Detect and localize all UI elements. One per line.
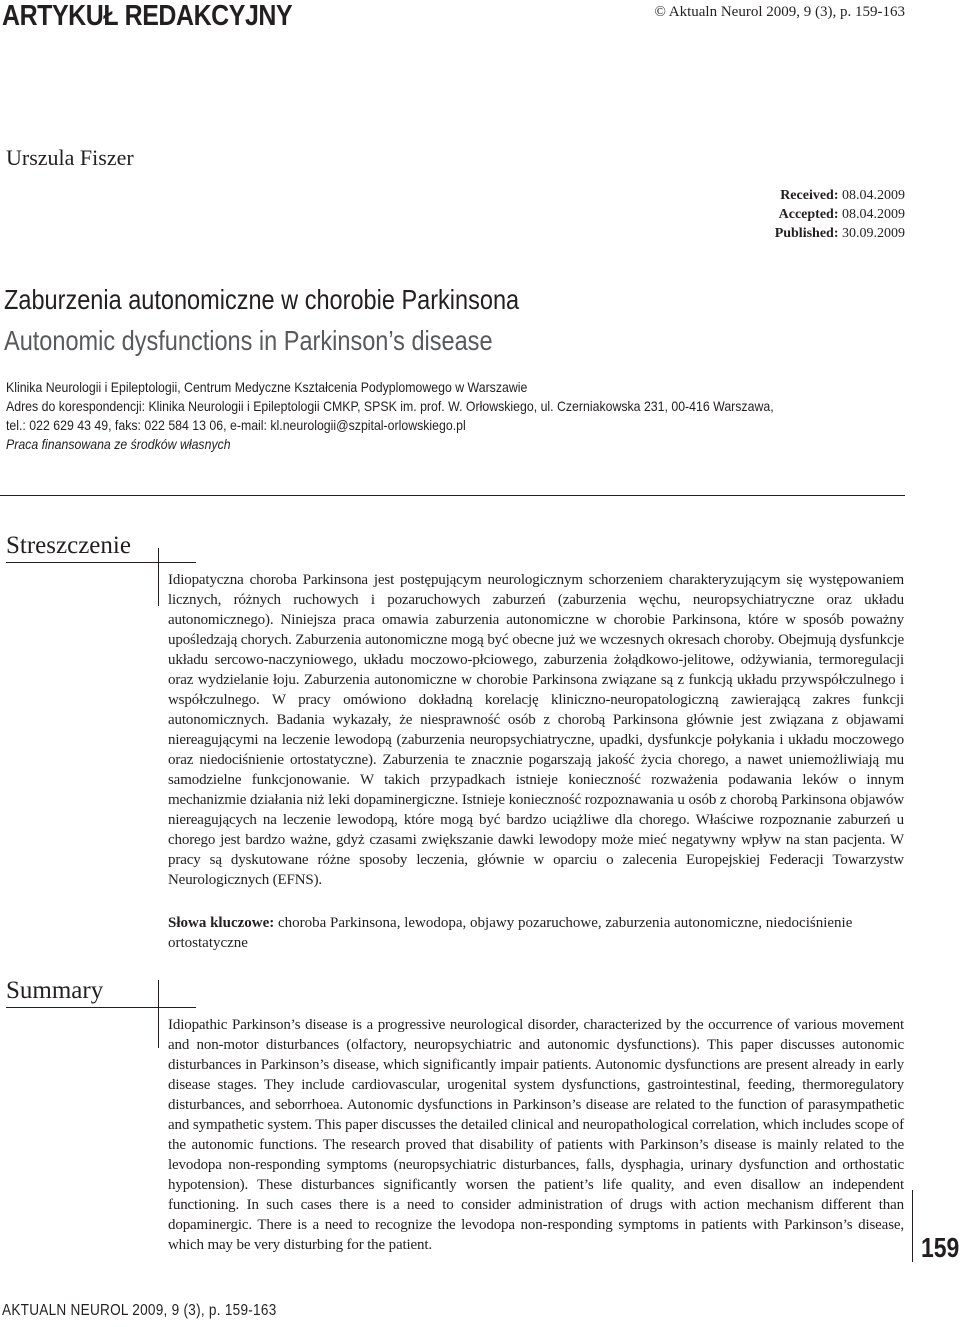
summary-heading-rule — [6, 1007, 196, 1008]
streszczenie-heading: Streszczenie — [6, 532, 131, 559]
title-english: Autonomic dysfunctions in Parkinson’s disease — [4, 325, 493, 356]
journal-citation: © Aktualn Neurol 2009, 9 (3), p. 159-163 — [654, 4, 905, 20]
summary-heading: Summary — [6, 977, 104, 1004]
keywords-list: choroba Parkinsona, lewodopa, objawy pozaruchowe, zaburzenia autonomiczne, niedociśnienie ortostatyczne — [168, 915, 853, 951]
published-date: Published: 30.09.2009 — [774, 226, 905, 241]
streszczenie-heading-rule — [6, 562, 196, 563]
contact-info: tel.: 022 629 43 49, faks: 022 584 13 06, e-mail: kl.neurologii@szpital-orlowskiego.pl — [6, 417, 466, 433]
streszczenie-text: Idiopatyczna choroba Parkinsona jest postępującym neurologicznym schorzeniem charakteryzującym się występowaniem licznych, różnych ruchowych i pozaruchowych zaburzeń (zaburzenia węchu, neuropsychiatryczne oraz układu autonomicznego). Niniejsza praca omawia zaburzenia autonomiczne w chorobie Parkinsona, które w sposób poważny upośledzają chorych. Zaburzenia autonomiczne mogą być obecne już we wczesnych okresach choroby. Obejmują dysfunkcje układu sercowo-naczyniowego, układu moczowo-płciowego, zaburzenia żołądkowo-jelitowe, odżywiania, termoregulacji oraz wydzielanie łoju. Zaburzenia autonomiczne w chorobie Parkinsona związane są z funkcją układu przywspółczulnego i współczulnego. W pracy omówiono dokładną korelację kliniczno-neuropatologiczną zawierającą zakres funkcji autonomicznych. Badania wykazały, że niesprawność osób z chorobą Parkinsona głównie jest związana z objawami niereagującymi na leczenie lewodopą (zaburzenia neuropsychiatryczne, upadki, dysfunkcje połykania i układu moczowego oraz niedociśnienie ortostatyczne). Zaburzenia te znacznie pogarszają jakość życia chorego, a nawet uniemożliwiają mu samodzielne funkcjonowanie. W takich przypadkach istnieje konieczność rozważenia podawania leków o innym mechanizmie działania niż leki dopaminergiczne. Istnieje konieczność rozpoznawania u osób z chorobą Parkinsona objawów niereagujących na leczenie lewodopą, które mogą być bardzo uciążliwe dla chorego. Właściwe rozpoznanie zaburzeń u chorego jest bardzo ważne, gdyż czasami zwiększanie dawki lewodopy może mieć negatywny wpływ na stan pacjenta. W pracy są dyskutowane różne sposoby leczenia, głównie w oparciu o zalecenia Europejskiej Federacji Towarzystw Neurologicznych (EFNS). — [168, 572, 904, 888]
keywords-label: Słowa kluczowe: — [168, 915, 275, 931]
section-label: ARTYKUŁ REDAKCYJNY — [2, 0, 293, 32]
summary-bracket — [158, 980, 159, 1048]
summary-text: Idiopathic Parkinson’s disease is a progressive neurological disorder, characterized by the occurrence of various movement and non-motor disturbances (olfactory, neuropsychiatric and autonomic dysfunctions). This paper discusses autonomic disturbances in Parkinson’s disease, which significantly impair patients. Autonomic dysfunctions are present already in early disease stages. They include cardiovascular, urogenital system dysfunctions, gastrointestinal, feeding, thermoregulatory disturbances, and seborrhoea. Autonomic dysfunctions in Parkinson’s disease are related to the function of parasympathetic and sympathetic system. This paper discusses the detailed clinical and neuropathological correlation, which includes scope of the autonomic functions. The research proved that disability of patients with Parkinson’s disease is mainly related to the levodopa non-responding symptoms (neuropsychiatric disturbances, falls, dysphagia, urinary dysfunction and orthostatic hypotension). These disturbances significantly worsen the patient’s life quality, and even disallow an independent functioning. In such cases there is a need to consider administration of drugs with action mechanism different than dopaminergic. There is a need to recognize the levodopa non-responding symptoms in patients with Parkinson’s disease, which may be very disturbing for the patient. — [168, 1017, 904, 1253]
author-name: Urszula Fiszer — [6, 145, 134, 170]
received-date: Received: 08.04.2009 — [780, 188, 905, 203]
affiliation-line: Klinika Neurologii i Epileptologii, Centrum Medyczne Kształcenia Podyplomowego w Warszawie — [6, 379, 528, 395]
title-polish: Zaburzenia autonomiczne w chorobie Parkinsona — [4, 284, 520, 315]
page-number: 159 — [921, 1232, 960, 1263]
keywords — [168, 913, 904, 953]
affiliation-block — [6, 378, 774, 454]
footer-citation: AKTUALN NEUROL 2009, 9 (3), p. 159-163 — [2, 1302, 277, 1319]
correspondence-address: Adres do korespondencji: Klinika Neurologii i Epileptologii CMKP, SPSK im. prof. W. Orłowskiego, ul. Czerniakowska 231, 00-416 Warszawa, — [6, 398, 774, 414]
article-dates — [775, 186, 905, 243]
header-divider — [0, 495, 905, 496]
funding-note: Praca finansowana ze środków własnych — [6, 436, 231, 452]
page-number-bar — [912, 1190, 913, 1262]
accepted-date: Accepted: 08.04.2009 — [778, 207, 905, 222]
streszczenie-bracket — [158, 548, 159, 606]
